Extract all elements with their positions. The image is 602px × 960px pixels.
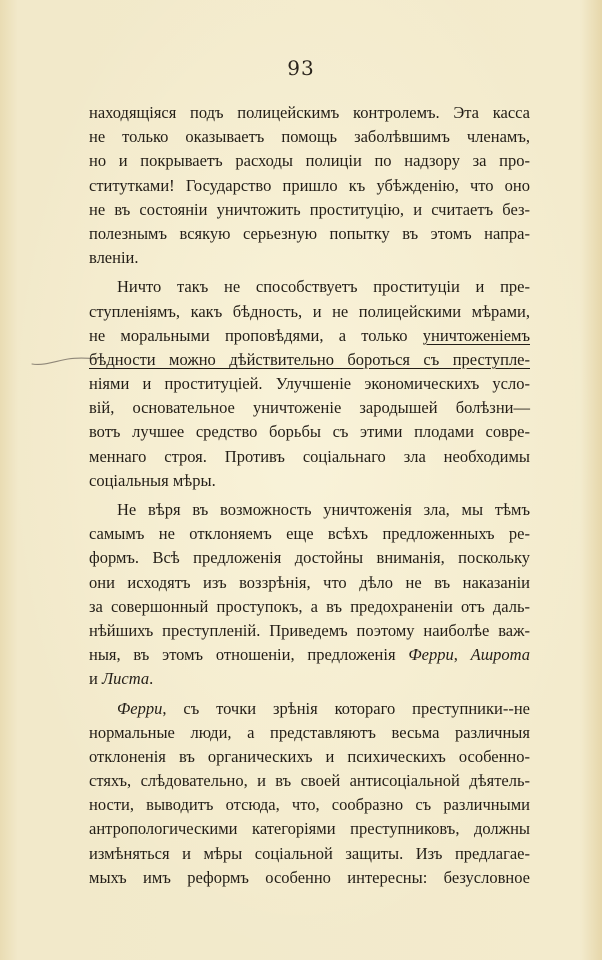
text-line: отклоненія въ органическихъ и психическихъ особенно- [89,746,530,766]
text-line: нормальные люди, а представляютъ весьма различныя [89,722,530,742]
text-line: но и покрываетъ расходы полиціи по надзору за про- [89,151,530,171]
text-fragment: , [453,645,458,665]
text-line: не только оказываетъ помощь заболѣвшимъ членамъ, [89,127,530,147]
text-line: нѣйшихъ преступленій. Приведемъ поэтому наиболѣе важ- [89,620,530,640]
text-line: самымъ не отклоняемъ еще всѣхъ предложенныхъ ре- [89,524,530,544]
page-number: 93 [287,56,315,80]
text-line: за совершонный проступокъ, а въ предохраненіи отъ даль- [89,596,530,616]
text-line-underlined [89,324,530,348]
text-line: мыхъ имъ реформъ особенно интересны: безусловное [89,867,530,887]
text-line: находящіяся подъ полицейскимъ контролемъ. Эта касса [89,103,530,122]
author-name-ferri: Ферри [117,698,163,718]
text-line: полезнымъ всякую серьезную попытку въ этомъ напра- [89,223,530,243]
text-line-indented: Не вѣря въ возможность уничтоженія зла, мы тѣмъ [117,500,530,519]
text-fragment: не моральными проповѣдями, а только [89,325,423,345]
text-line: не въ состояніи уничтожить проституцію, и считаетъ без- [89,199,530,219]
body-text [89,101,530,890]
text-fragment: ныя, въ этомъ отношеніи, предложенія [89,645,396,665]
text-line: они исходятъ изъ воззрѣнія, что дѣло не въ наказаніи [89,572,530,592]
text-line: антропологическими категоріями преступниковъ, должны [89,819,530,839]
text-fragment: и [89,669,98,689]
text-line: вотъ лучшее средство борьбы съ этими плодами совре- [89,422,530,442]
text-line: формъ. Всѣ предложенія достойны вниманія, поскольку [89,548,530,568]
text-line: стяхъ, слѣдовательно, и въ своей антисоціальной дѣятель- [89,771,530,791]
text-fragment: . [149,669,154,689]
text-line: ститутками! Государство пришло къ убѣжденію, что оно [89,175,530,195]
text-line: ступленіямъ, какъ бѣдность, и не полицейскими мѣрами, [89,301,530,321]
text-line: ности, выводитъ отсюда, что, сообразно съ различными [89,795,530,815]
text-line-indented [89,697,530,721]
text-line: вленіи. [89,248,139,268]
text-line: меннаго строя. Противъ соціальнаго зла необходимы [89,446,530,466]
text-fragment: , съ точки зрѣнія котораго преступники--не [162,698,530,718]
text-line-with-names [89,643,530,667]
text-line: ніями и проституціей. Улучшеніе экономическихъ усло- [89,374,530,394]
text-line-underlined: бѣдности можно дѣйствительно бороться съ преступле- [89,349,530,369]
author-name-ashrot: Ашрота [470,645,531,665]
text-line-indented: Ничто такъ не способствуетъ проституціи и пре- [117,277,530,297]
text-line: соціальныя мѣры. [89,470,216,490]
text-line: вій, основательное уничтоженіе зародышей болѣзни— [89,398,530,418]
text-line-with-names [89,667,530,691]
author-name-list: Листа [101,669,150,689]
author-name-ferri: Ферри [408,645,454,665]
text-line: измѣняться и мѣры соціальной защиты. Изъ предлагае- [89,843,530,863]
underlined-word: уничтоженіемъ [422,325,530,345]
